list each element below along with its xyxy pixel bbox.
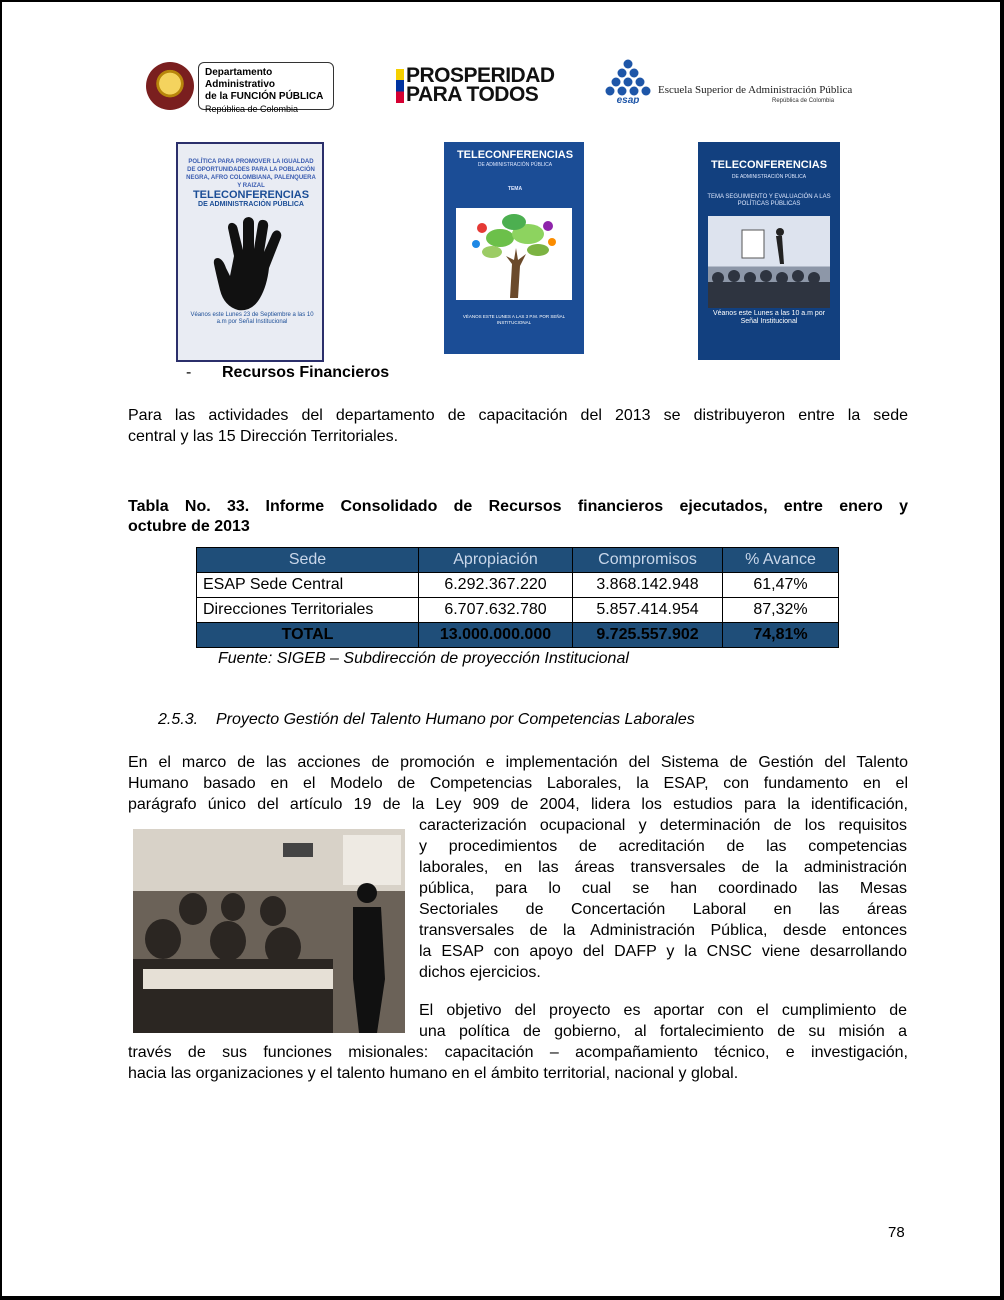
- header-avance: % Avance: [723, 548, 839, 573]
- poster-subtitle: DE ADMINISTRACIÓN PÚBLICA: [198, 201, 304, 208]
- poster-title-line: TELECONFERENCIAS: [192, 189, 310, 201]
- prosperidad-line-2: PARA TODOS: [406, 83, 539, 106]
- table-total-row: [197, 623, 839, 648]
- page-number: 78: [888, 1224, 905, 1241]
- poster-tema: TEMA: [507, 186, 523, 192]
- colombia-seal-icon: [146, 62, 194, 110]
- logo-line-3: República de Colombia: [205, 104, 299, 114]
- prosperidad-line-1: PROSPERIDAD: [406, 64, 555, 87]
- poster-schedule: Véanos este Lunes 23 de Septiembre a las 10 a.m por Señal Institucional: [190, 312, 314, 325]
- poster-title: TELECONFERENCIAS: [456, 149, 574, 161]
- text-line: En el marco de las acciones de promoción e implementación del Sistema de Gestión del Talento: [128, 754, 908, 771]
- text-line: través de sus funciones misionales: capacitación – acompañamiento técnico, e investigación,: [128, 1044, 908, 1061]
- svg-text:esap: esap: [616, 95, 640, 104]
- table-caption: [128, 497, 908, 537]
- text-line: Sectoriales de Concertación Laboral en las áreas: [419, 901, 907, 918]
- header-compromisos: Compromisos: [573, 548, 723, 573]
- tree-icon: [456, 208, 572, 300]
- poster-teleconferencia-seguimiento: [698, 142, 840, 360]
- text-line: caracterización ocupacional y determinación de los requisitos: [419, 817, 907, 834]
- text-line: dichos ejercicios.: [419, 964, 541, 981]
- text-line: transversales de la Administración Pública, desde entonces: [419, 922, 907, 939]
- esap-logo: [602, 58, 853, 108]
- text-line: la ESAP con apoyo del DAFP y la CNSC viene desarrollando: [419, 943, 907, 960]
- prosperidad-logo: [396, 64, 555, 106]
- classroom-scene-icon: [133, 829, 405, 1033]
- financial-table: [196, 547, 839, 648]
- total-compromisos: 9.725.557.902: [573, 623, 723, 648]
- section-number: 2.5.3.: [158, 711, 199, 728]
- cell-compromisos: 5.857.414.954: [573, 598, 723, 623]
- text-line: parágrafo único del artículo 19 de la Ley 909 de 2004, lidera los estudios para la identificación,: [128, 796, 908, 813]
- cell-sede: ESAP Sede Central: [197, 573, 419, 598]
- table-row: [197, 573, 839, 598]
- poster-schedule: VÉANOS ESTE LUNES A LAS 3 P.M. POR SEÑAL INSTITUCIONAL: [462, 314, 566, 325]
- table-source: Fuente: SIGEB – Subdirección de proyección Institucional: [218, 650, 629, 667]
- poster-topline: POLÍTICA PARA PROMOVER LA IGUALDAD DE OPORTUNIDADES PARA LA POBLACIÓN NEGRA, AFRO COLOMBIANA, PALENQUERA Y RAIZAL: [186, 159, 316, 189]
- text-line: y procedimientos de acreditación de las competencias: [419, 838, 907, 855]
- poster-title: [184, 190, 318, 209]
- prosperidad-text: [406, 66, 555, 104]
- paragraph-objetivo-full: [128, 1042, 908, 1084]
- logo-line-1: Departamento Administrativo: [205, 67, 276, 90]
- poster-teleconferencia-igualdad: [176, 142, 324, 362]
- text-line: Para las actividades del departamento de capacitación del 2013 se distribuyeron entre la sede: [128, 407, 908, 424]
- funcion-publica-logo-box: [198, 62, 334, 114]
- text-line: Humano basado en el Modelo de Competencias Laborales, la ESAP, con fundamento en el: [128, 775, 908, 792]
- text-line: central y las 15 Dirección Territoriales.: [128, 428, 399, 445]
- funcion-publica-logo: [146, 60, 336, 112]
- bullet-dash: -: [186, 364, 192, 381]
- poster-teleconferencia-ambiental: [444, 142, 584, 354]
- cell-sede: Direcciones Territoriales: [197, 598, 419, 623]
- total-apropiacion: 13.000.000.000: [419, 623, 573, 648]
- text-line: hacia las organizaciones y el talento humano en el ámbito territorial, nacional y global.: [128, 1065, 739, 1082]
- recursos-financieros-heading: [186, 364, 389, 382]
- tree-illustration: [456, 208, 572, 300]
- cell-apropiacion: 6.707.632.780: [419, 598, 573, 623]
- cell-avance: 87,32%: [723, 598, 839, 623]
- header-sede: Sede: [197, 548, 419, 573]
- poster-title: TELECONFERENCIAS: [710, 159, 828, 171]
- section-title: Proyecto Gestión del Talento Humano por Competencias Laborales: [216, 711, 695, 728]
- flag-bar-icon: [396, 69, 404, 103]
- presentation-illustration: [708, 216, 830, 308]
- caption-line: Tabla No. 33. Informe Consolidado de Recursos financieros ejecutados, entre enero y: [128, 498, 908, 515]
- table-row: [197, 598, 839, 623]
- paragraph-recursos: [128, 405, 908, 447]
- paragraph-objetivo-wrap: [419, 1000, 907, 1042]
- poster-subtitle: DE ADMINISTRACIÓN PÚBLICA: [731, 174, 807, 180]
- text-line: una política de gobierno, al fortalecimiento de su misión a: [419, 1023, 907, 1040]
- paragraph-talento-intro: [128, 752, 908, 815]
- text-line: El objetivo del proyecto es aportar con el cumplimiento de: [419, 1002, 907, 1019]
- caption-line: octubre de 2013: [128, 518, 250, 535]
- poster-subtitle: DE ADMINISTRACIÓN PÚBLICA: [477, 162, 553, 168]
- total-label: TOTAL: [197, 623, 419, 648]
- table-header-row: [197, 548, 839, 573]
- paragraph-talento-wrap: [419, 815, 907, 983]
- black-hand-icon: [212, 216, 292, 316]
- esap-country: República de Colombia: [772, 98, 835, 104]
- bullet-text: Recursos Financieros: [222, 364, 390, 381]
- logo-line-2: de la FUNCIÓN PÚBLICA: [205, 91, 324, 102]
- audience-icon: [708, 216, 830, 308]
- cell-avance: 61,47%: [723, 573, 839, 598]
- poster-tema: TEMA SEGUIMIENTO Y EVALUACIÓN A LAS POLÍTICAS PÚBLICAS: [707, 194, 831, 207]
- text-line: laborales, en las áreas transversales de la administración: [419, 859, 907, 876]
- cell-compromisos: 3.868.142.948: [573, 573, 723, 598]
- header-apropiacion: Apropiación: [419, 548, 573, 573]
- poster-schedule: Véanos este Lunes a las 10 a.m por Señal Institucional: [712, 310, 826, 325]
- esap-name: Escuela Superior de Administración Pública: [658, 84, 853, 96]
- classroom-photo: [133, 829, 405, 1033]
- cell-apropiacion: 6.292.367.220: [419, 573, 573, 598]
- esap-pyramid-icon: [602, 58, 654, 104]
- total-avance: 74,81%: [723, 623, 839, 648]
- text-line: pública, para lo cual se han coordinado las Mesas: [419, 880, 907, 897]
- section-heading: [158, 711, 695, 729]
